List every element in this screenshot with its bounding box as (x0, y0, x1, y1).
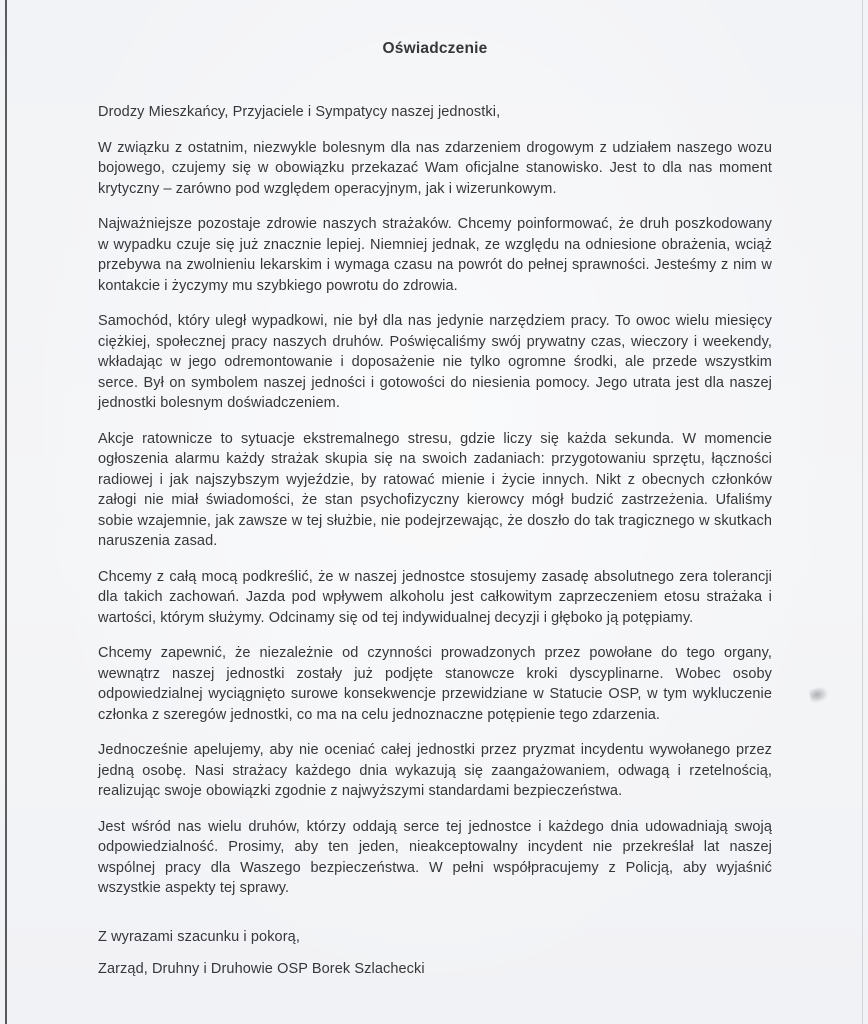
paragraph-disciplinary-steps: Chcemy zapewnić, że niezależnie od czynności prowadzonych przez powołane do tego organy, wewnątrz naszej jednostki zostały już podjęte stanowcze kroki dyscyplinarne. Wobec osoby odpowiedzialnej wyciągnięto surowe konsekwencje przewidziane w Statucie OSP, w tym wykluczenie członka z szeregów jednostki, co ma na celu jednoznaczne potępienie tego zdarzenia. (98, 645, 772, 723)
paragraph-incident-intro: W związku z ostatnim, niezwykle bolesnym dla nas zdarzeniem drogowym z udziałem naszego wozu bojowego, czujemy się w obowiązku przekazać Wam oficjalne stanowisko. Jest to dla nas moment krytyczny – zarówno pod względem operacyjnym, jak i wizerunkowym. (98, 139, 772, 197)
signature-line: Zarząd, Druhny i Druhowie OSP Borek Szlachecki (98, 961, 425, 977)
letter-title: Oświadczenie (382, 40, 488, 57)
salutation-line: Drodzy Mieszkańcy, Przyjaciele i Sympatycy naszej jednostki, (98, 104, 501, 120)
paragraph-appeal: Jednocześnie apelujemy, aby nie oceniać całej jednostki przez pryzmat incydentu wywołanego przez jedną osobę. Nasi strażacy każdego dnia wykazują się zaangażowaniem, odwagą i rzetelnością, realizując swoje obowiązki zgodnie z najwyższymi standardami bezpieczeństwa. (98, 742, 772, 799)
paragraph-cooperation-with-police: Jest wśród nas wielu druhów, którzy oddają serce tej jednostce i każdego dnia udowadniają swoją odpowiedzialność. Prosimy, aby ten jeden, nieakceptowalny incydent nie przekreślał lat naszej wspólnej pracy dla Waszego bezpieczeństwa. W pełni współpracujemy z Policją, aby wyjaśnić wszystkie aspekty tej sprawy. (98, 818, 772, 896)
paragraph-zero-tolerance: Chcemy z całą mocą podkreślić, że w naszej jednostce stosujemy zasadę absolutnego zera tolerancji dla takich zachowań. Jazda pod wpływem alkoholu jest całkowitym zaprzeczeniem etosu strażaka i wartości, którym służymy. Odcinamy się od tej indywidualnej decyzji i głęboko ją potępiamy. (98, 568, 772, 626)
paragraph-vehicle-loss: Samochód, który uległ wypadkowi, nie był dla nas jedynie narzędziem pracy. To owoc wielu miesięcy ciężkiej, społecznej pracy naszych druhów. Poświęcaliśmy swój prywatny czas, wieczory i weekendy, wkładając w jego odremontowanie i doposażenie nie tylko ogromne środki, ale przede wszystkim serce. Był on symbolem naszej jedności i gotowości do niesienia pomocy. Jego utrata jest dla naszej jednostki bolesnym doświadczeniem. (98, 313, 772, 411)
closing-line: Z wyrazami szacunku i pokorą, (98, 928, 300, 945)
paragraph-firefighter-health: Najważniejsze pozostaje zdrowie naszych strażaków. Chcemy poinformować, że druh poszkodowany w wypadku czuje się już znacznie lepiej. Niemniej jednak, ze względu na odniesione obrażenia, wciąż przebywa na zwolnieniu lekarskim i wymaga czasu na powrót do pełnej sprawności. Jesteśmy z nim w kontakcie i życzymy mu szybkiego powrotu do zdrowia. (98, 216, 772, 294)
paragraph-rescue-operations: Akcje ratownicze to sytuacje ekstremalnego stresu, gdzie liczy się każda sekunda. W momencie ogłoszenia alarmu każdy strażak skupia się na swoich zadaniach: przygotowaniu sprzętu, łączności radiowej i jak najszybszym wyjeździe, by ratować mienie i życie innych. Nikt z obecnych członków załogi nie miał świadomości, że stan psychofizyczny kierowcy mógł budzić zastrzeżenia. Ufaliśmy sobie wzajemnie, jak zawsze w tej służbie, nie podejrzewając, że doszło do tak tragicznego w skutkach naruszenia zasad. (98, 430, 772, 549)
